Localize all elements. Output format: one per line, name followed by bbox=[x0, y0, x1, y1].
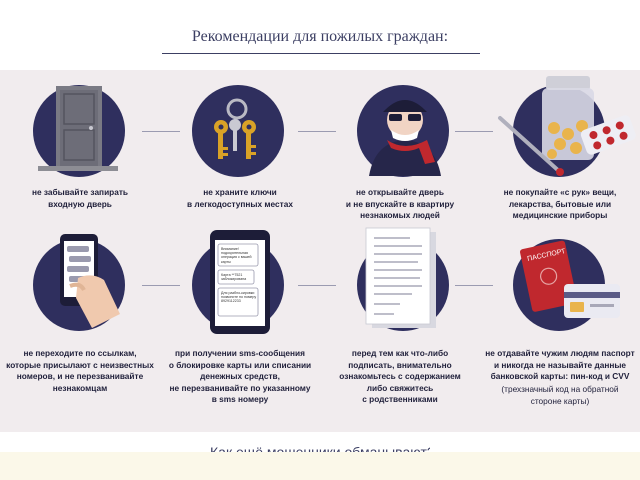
recommendation-item bbox=[0, 70, 160, 220]
page-title: Рекомендации для пожилых граждан: bbox=[191, 28, 449, 45]
document-icon bbox=[360, 226, 444, 336]
stranger-icon bbox=[355, 82, 455, 178]
medicine-icon bbox=[490, 70, 640, 185]
recommendation-item bbox=[480, 224, 640, 424]
title-underline bbox=[162, 53, 480, 54]
recommendation-item bbox=[320, 224, 480, 424]
recommendation-caption: не забывайте запирать входную дверь bbox=[31, 187, 129, 209]
recommendation-item bbox=[320, 70, 480, 220]
footer-strip bbox=[0, 452, 640, 480]
sms-message: Внимание! подозрительная операция с вашей карты bbox=[221, 247, 252, 264]
recommendation-caption: не отдавайте чужим людям паспорт и никогда не называйте данные банковской карты: пин-код и CVV bbox=[485, 348, 635, 381]
recommendation-caption: перед тем как что-либо подписать, внимательно ознакомьтесь с содержанием либо свяжитесь с родственниками bbox=[339, 348, 461, 404]
passport-label: ПАССПОРТ bbox=[526, 248, 567, 263]
sms-message: Для разбло-кировки позвоните по номеру 8929112233 bbox=[221, 291, 257, 304]
recommendation-note: (трехзначный код на обратной стороне карты) bbox=[501, 384, 619, 406]
sms-message: Карта **7521 заблокирована bbox=[221, 273, 247, 282]
recommendation-caption: не переходите по ссылкам, которые присылают с неизвестных номеров, и не перезванивайте незнакомцам bbox=[6, 348, 154, 393]
recommendation-caption: не открывайте дверь и не впускайте в квартиру незнакомых людей bbox=[345, 187, 455, 220]
passport-icon bbox=[516, 236, 626, 332]
keys-icon bbox=[195, 95, 275, 175]
recommendation-item bbox=[160, 224, 320, 424]
phone-hand-icon bbox=[40, 228, 140, 338]
recommendation-caption: не покупайте «с рук» вещи, лекарства, бытовые или медицинские приборы bbox=[503, 187, 617, 220]
recommendation-caption: при получении sms-сообщения о блокировке карты или списании денежных средств, не перезванивайте по указанному в sms номеру bbox=[168, 348, 312, 404]
recommendation-item bbox=[160, 70, 320, 220]
recommendation-caption: не храните ключи в легкодоступных местах bbox=[187, 187, 293, 209]
recommendation-item bbox=[480, 70, 640, 220]
door-icon bbox=[30, 80, 130, 180]
recommendation-item bbox=[0, 224, 160, 424]
header bbox=[0, 0, 640, 70]
recommendations-panel bbox=[0, 70, 640, 432]
